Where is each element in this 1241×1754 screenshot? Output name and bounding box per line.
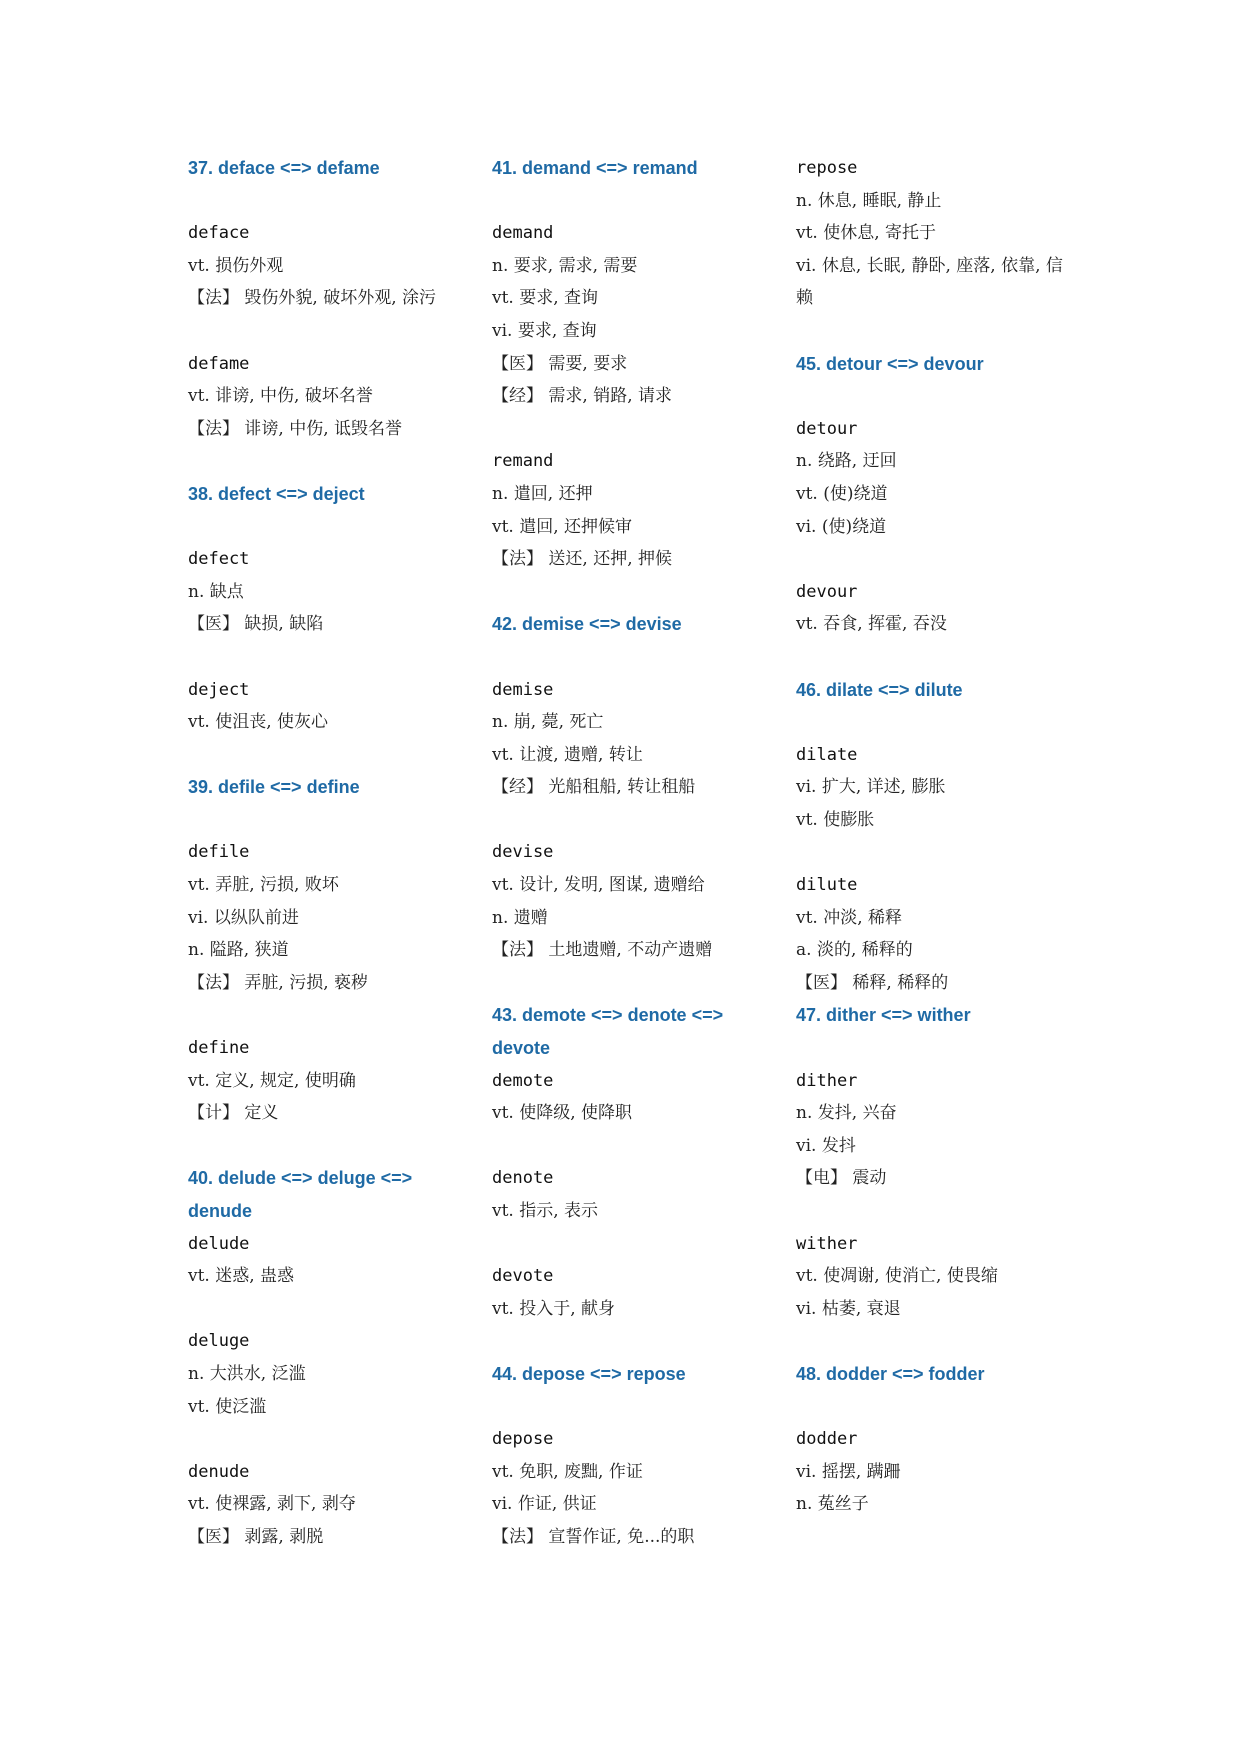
- definition-line: n. 遗赠: [492, 907, 548, 928]
- definition-line: n. 缺点: [188, 581, 244, 602]
- spacer: [188, 739, 458, 772]
- definition-line: vi. 发抖: [796, 1135, 856, 1156]
- definition-line: 【法】 土地遗赠, 不动产遗赠: [492, 940, 713, 961]
- definition-line: 【经】 光船租船, 转让租船: [492, 777, 696, 798]
- spacer: [492, 413, 762, 446]
- definition-line: n. 绕路, 迂回: [796, 451, 897, 472]
- definition-line: vt. 使休息, 寄托于: [796, 223, 937, 244]
- definition-line: vi. 摇摆, 蹒跚: [796, 1461, 901, 1482]
- definition-line: vi. 扩大, 详述, 膨胀: [796, 777, 946, 798]
- entry-heading: 39. defile <=> define: [188, 777, 360, 798]
- headword: deluge: [188, 1331, 250, 1352]
- headword: dilute: [796, 875, 858, 896]
- headword: demand: [492, 223, 554, 244]
- spacer: [188, 185, 458, 218]
- entry-heading: 42. demise <=> devise: [492, 614, 682, 635]
- definition-line: 【医】 需要, 要求: [492, 353, 628, 374]
- definition-line: 【法】 宣誓作证, 免...的职: [492, 1526, 695, 1547]
- headword: deface: [188, 223, 250, 244]
- spacer: [796, 1325, 1066, 1358]
- spacer: [492, 1228, 762, 1261]
- spacer: [188, 315, 458, 348]
- spacer: [188, 804, 458, 837]
- entry-heading: 40. delude <=> deluge <=> denude: [188, 1168, 413, 1221]
- column-1: [188, 152, 458, 1554]
- spacer: [796, 706, 1066, 739]
- definition-line: n. 隘路, 狭道: [188, 940, 289, 961]
- definition-line: vt. 使凋谢, 使消亡, 使畏缩: [796, 1266, 998, 1287]
- definition-line: vi. 休息, 长眠, 静卧, 座落, 依靠, 信赖: [796, 255, 1063, 309]
- definition-line: vi. 以纵队前进: [188, 907, 299, 928]
- entry-heading: 46. dilate <=> dilute: [796, 679, 963, 700]
- spacer: [492, 1391, 762, 1424]
- definition-line: 【法】 诽谤, 中伤, 诋毁名誉: [188, 418, 403, 439]
- headword: detour: [796, 418, 858, 439]
- spacer: [188, 1293, 458, 1326]
- definition-line: n. 大洪水, 泛滥: [188, 1363, 306, 1384]
- definition-line: vi. 作证, 供证: [492, 1494, 597, 1515]
- headword: remand: [492, 451, 554, 472]
- definition-line: 【法】 毁伤外貌, 破坏外观, 涂污: [188, 288, 437, 309]
- definition-line: vt. 弄脏, 污损, 败坏: [188, 875, 339, 896]
- headword: deject: [188, 679, 250, 700]
- definition-line: vt. 使泛滥: [188, 1396, 267, 1417]
- definition-line: 【法】 弄脏, 污损, 亵秽: [188, 972, 369, 993]
- definition-line: vt. 设计, 发明, 图谋, 遗赠给: [492, 875, 705, 896]
- entry-heading: 43. demote <=> denote <=> devote: [492, 1005, 724, 1059]
- column-2: [492, 152, 762, 1554]
- definition-line: a. 淡的, 稀释的: [796, 940, 913, 961]
- entry-heading: 47. dither <=> wither: [796, 1005, 971, 1026]
- definition-line: 【经】 需求, 销路, 请求: [492, 386, 673, 407]
- headword: dilate: [796, 744, 858, 765]
- definition-line: vt. 定义, 规定, 使明确: [188, 1070, 356, 1091]
- spacer: [188, 1130, 458, 1163]
- headword: dodder: [796, 1429, 858, 1450]
- spacer: [796, 836, 1066, 869]
- spacer: [796, 1195, 1066, 1228]
- spacer: [188, 511, 458, 544]
- headword: repose: [796, 158, 858, 178]
- entry-heading: 48. dodder <=> fodder: [796, 1363, 985, 1384]
- definition-line: vt. 使裸露, 剥下, 剥夺: [188, 1494, 356, 1515]
- entry-heading: 38. defect <=> deject: [188, 483, 365, 504]
- headword: defame: [188, 353, 250, 374]
- definition-line: 【医】 剥露, 剥脱: [188, 1526, 324, 1547]
- spacer: [492, 641, 762, 674]
- definition-line: vt. 诽谤, 中伤, 破坏名誉: [188, 386, 373, 407]
- spacer: [796, 1032, 1066, 1065]
- definition-line: vt. 损伤外观: [188, 255, 284, 276]
- definition-line: n. 要求, 需求, 需要: [492, 255, 638, 276]
- headword: depose: [492, 1429, 554, 1450]
- spacer: [188, 999, 458, 1032]
- definition-line: n. 崩, 薨, 死亡: [492, 712, 604, 733]
- spacer: [492, 576, 762, 609]
- headword: demote: [492, 1070, 554, 1091]
- spacer: [796, 380, 1066, 413]
- definition-line: 【医】 稀释, 稀释的: [796, 972, 949, 993]
- definition-line: n. 菟丝子: [796, 1494, 869, 1515]
- definition-line: vt. 迷惑, 蛊惑: [188, 1266, 295, 1287]
- headword: devise: [492, 842, 554, 863]
- definition-line: 【计】 定义: [188, 1103, 279, 1124]
- definition-line: vt. 使沮丧, 使灰心: [188, 712, 329, 733]
- definition-line: vt. 免职, 废黜, 作证: [492, 1461, 643, 1482]
- spacer: [188, 445, 458, 478]
- definition-line: n. 休息, 睡眠, 静止: [796, 190, 942, 211]
- headword: dither: [796, 1070, 858, 1091]
- spacer: [492, 1325, 762, 1358]
- definition-line: vt. 遣回, 还押候审: [492, 516, 633, 537]
- definition-line: vi. 要求, 查询: [492, 320, 597, 341]
- spacer: [796, 315, 1066, 348]
- headword: delude: [188, 1233, 250, 1254]
- entry-heading: 45. detour <=> devour: [796, 353, 984, 374]
- headword: denote: [492, 1168, 554, 1189]
- headword: defile: [188, 842, 250, 863]
- definition-line: vt. 让渡, 遗赠, 转让: [492, 744, 643, 765]
- definition-line: vi. 枯萎, 衰退: [796, 1298, 901, 1319]
- column-3: [796, 152, 1066, 1521]
- headword: devour: [796, 581, 858, 602]
- definition-line: vi. (使)绕道: [796, 516, 887, 537]
- spacer: [796, 1391, 1066, 1424]
- spacer: [492, 185, 762, 218]
- definition-line: vt. 冲淡, 稀释: [796, 907, 903, 928]
- definition-line: n. 遣回, 还押: [492, 483, 593, 504]
- spacer: [188, 641, 458, 674]
- definition-line: vt. 投入于, 献身: [492, 1298, 616, 1319]
- definition-line: vt. 指示, 表示: [492, 1201, 599, 1221]
- definition-line: vt. 要求, 查询: [492, 288, 599, 309]
- definition-line: vt. 使降级, 使降职: [492, 1103, 633, 1124]
- definition-line: 【法】 送还, 还押, 押候: [492, 549, 673, 570]
- spacer: [492, 967, 762, 1000]
- definition-line: vt. (使)绕道: [796, 483, 888, 504]
- definition-line: 【电】 震动: [796, 1168, 887, 1189]
- spacer: [188, 1423, 458, 1456]
- spacer: [492, 804, 762, 837]
- entry-heading: 41. demand <=> remand: [492, 158, 698, 178]
- entry-heading: 37. deface <=> defame: [188, 158, 380, 178]
- headword: devote: [492, 1266, 554, 1287]
- headword: define: [188, 1038, 250, 1059]
- definition-line: vt. 吞食, 挥霍, 吞没: [796, 614, 947, 635]
- definition-line: n. 发抖, 兴奋: [796, 1103, 897, 1124]
- spacer: [492, 1130, 762, 1163]
- headword: defect: [188, 549, 250, 570]
- headword: wither: [796, 1233, 858, 1254]
- entry-heading: 44. depose <=> repose: [492, 1363, 686, 1384]
- definition-line: vt. 使膨胀: [796, 809, 875, 830]
- definition-line: 【医】 缺损, 缺陷: [188, 614, 324, 635]
- spacer: [796, 641, 1066, 674]
- headword: denude: [188, 1461, 250, 1482]
- headword: demise: [492, 679, 554, 700]
- spacer: [796, 543, 1066, 576]
